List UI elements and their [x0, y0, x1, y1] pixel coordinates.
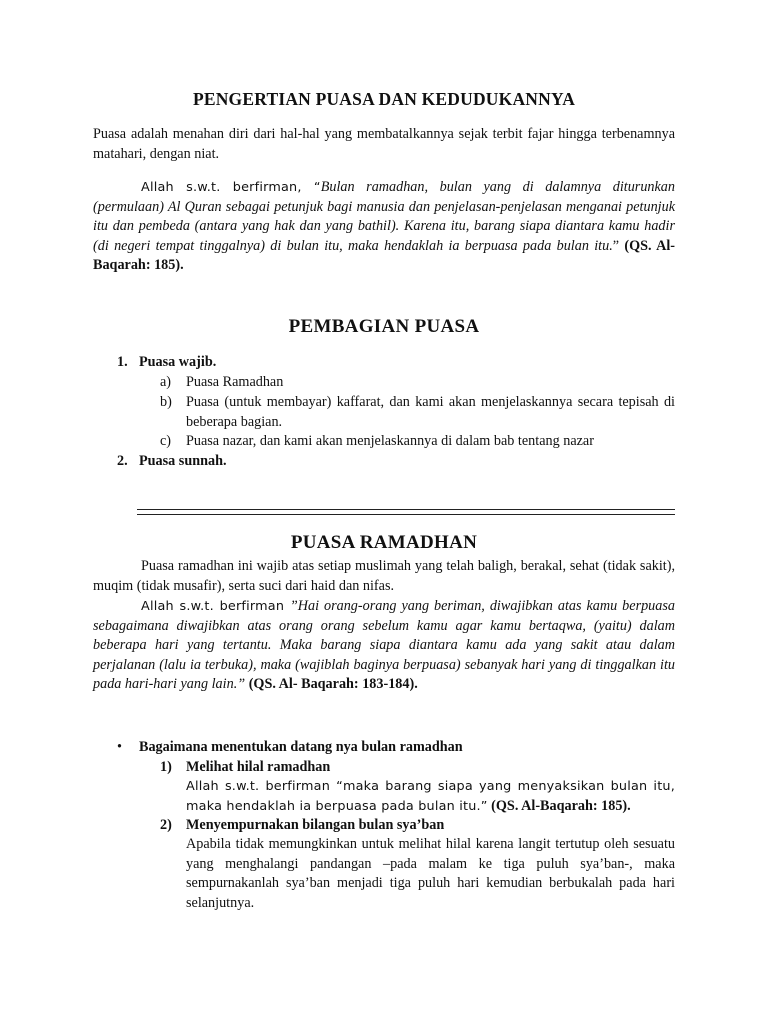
ramadhan-paragraph: Puasa ramadhan ini wajib atas setiap muslimah yang telah baligh, berakal, sehat (tidak sakit), muqim (tidak musafir), serta suci dari haid dan nifas.: [93, 558, 675, 594]
sublist-item-a: [160, 373, 675, 393]
step-body: Apabila tidak memungkinkan untuk melihat hilal karena langit tertutup oleh sesuatu yang menghalangi pandangan –pada malam ke tiga puluh sya’ban-, maka sempurnakanlah sya’ban menjadi tiga puluh hari kemudian berbukalah pada hari selanjutnya.: [186, 836, 675, 911]
sublist-item-b: [160, 393, 675, 433]
sublist-marker: c): [160, 433, 172, 449]
definition-paragraph: Puasa adalah menahan diri dari hal-hal yang membatalkannya sejak terbit fajar hingga terbenamnya matahari, dengan niat.: [93, 126, 675, 162]
step-title: Menyempurnakan bilangan bulan sya’ban: [186, 817, 445, 833]
sublist-marker: a): [160, 374, 172, 390]
step-number: 2): [160, 817, 172, 833]
quote-lead: Allah s.w.t. berfirman, “: [141, 180, 321, 195]
quote-close: ”: [612, 237, 620, 254]
section-title-pengertian: PENGERTIAN PUASA DAN KEDUDUKANNYA: [192, 89, 576, 109]
quote-text: ”Hai orang-orang yang beriman, diwajibkan atas kamu berpuasa sebagaimana diwajibkan atas orang orang sebelum kamu agar kamu bertaqwa, (yaitu) dalam beberapa hari yang tertantu. Maka barang siapa diantara kamu ada yang sakit atau dalam perjalanan (lalu ia terbuka), maka (wajiblah baginya berpuasa) sebanyak hari yang di tinggalkan itu pada hari-hari yang lain.”: [93, 598, 675, 693]
list-item-sunnah: [117, 452, 227, 472]
list-number: 1.: [117, 354, 128, 370]
sublist-text: Puasa Ramadhan: [186, 374, 284, 390]
bullet-heading: Bagaimana menentukan datang nya bulan ramadhan: [139, 739, 463, 755]
step-body-text: Allah s.w.t. berfirman “maka barang siapa yang menyaksikan bulan itu, maka hendaklah ia berpuasa pada bulan itu.”: [186, 779, 675, 814]
quote-reference: (QS. Al- Baqarah: 183-184).: [248, 676, 418, 693]
list-number: 2.: [117, 453, 128, 469]
bullet-item: [117, 738, 463, 758]
quote-paragraph-1: [93, 178, 675, 276]
section-title-pembagian: PEMBAGIAN PUASA: [288, 316, 480, 337]
list-item-label: Puasa wajib.: [139, 354, 217, 370]
quote-paragraph-2: [93, 597, 675, 695]
bullet-marker: •: [117, 739, 122, 755]
list-item-wajib: [117, 353, 217, 373]
step-title: Melihat hilal ramadhan: [186, 759, 331, 775]
list-item-label: Puasa sunnah.: [139, 453, 227, 469]
step-number: 1): [160, 759, 172, 775]
double-divider: [137, 509, 675, 515]
step-body: [186, 777, 675, 816]
quote-text: Bulan ramadhan, bulan yang di dalamnya diturunkan (permulaan) Al Quran sebagai petunjuk bagi manusia dan penjelasan-penjelasan menganai petunjuk itu dan pembeda (antara yang hak dan yang bathil). Karena itu, barang siapa diantara kamu hadir (di negeri tempat tinggalnya) di bulan itu, maka hendaklah ia berpuasa pada bulan itu.: [93, 179, 675, 254]
quote-lead: Allah s.w.t. berfirman: [141, 599, 290, 614]
sublist-marker: b): [160, 394, 172, 410]
sublist-text: Puasa (untuk membayar) kaffarat, dan kami akan menjelaskannya secara tepisah di beberapa bagian.: [186, 394, 675, 430]
sublist-item-c: [160, 432, 675, 452]
section-title-ramadhan: PUASA RAMADHAN: [290, 532, 478, 553]
step-2: [160, 816, 675, 911]
quote-reference: (QS. Al-Baqarah: 185).: [93, 237, 676, 274]
step-reference: (QS. Al-Baqarah: 185).: [491, 797, 631, 814]
step-1: [160, 758, 675, 814]
sublist-text: Puasa nazar, dan kami akan menjelaskannya di dalam bab tentang nazar: [186, 433, 594, 449]
